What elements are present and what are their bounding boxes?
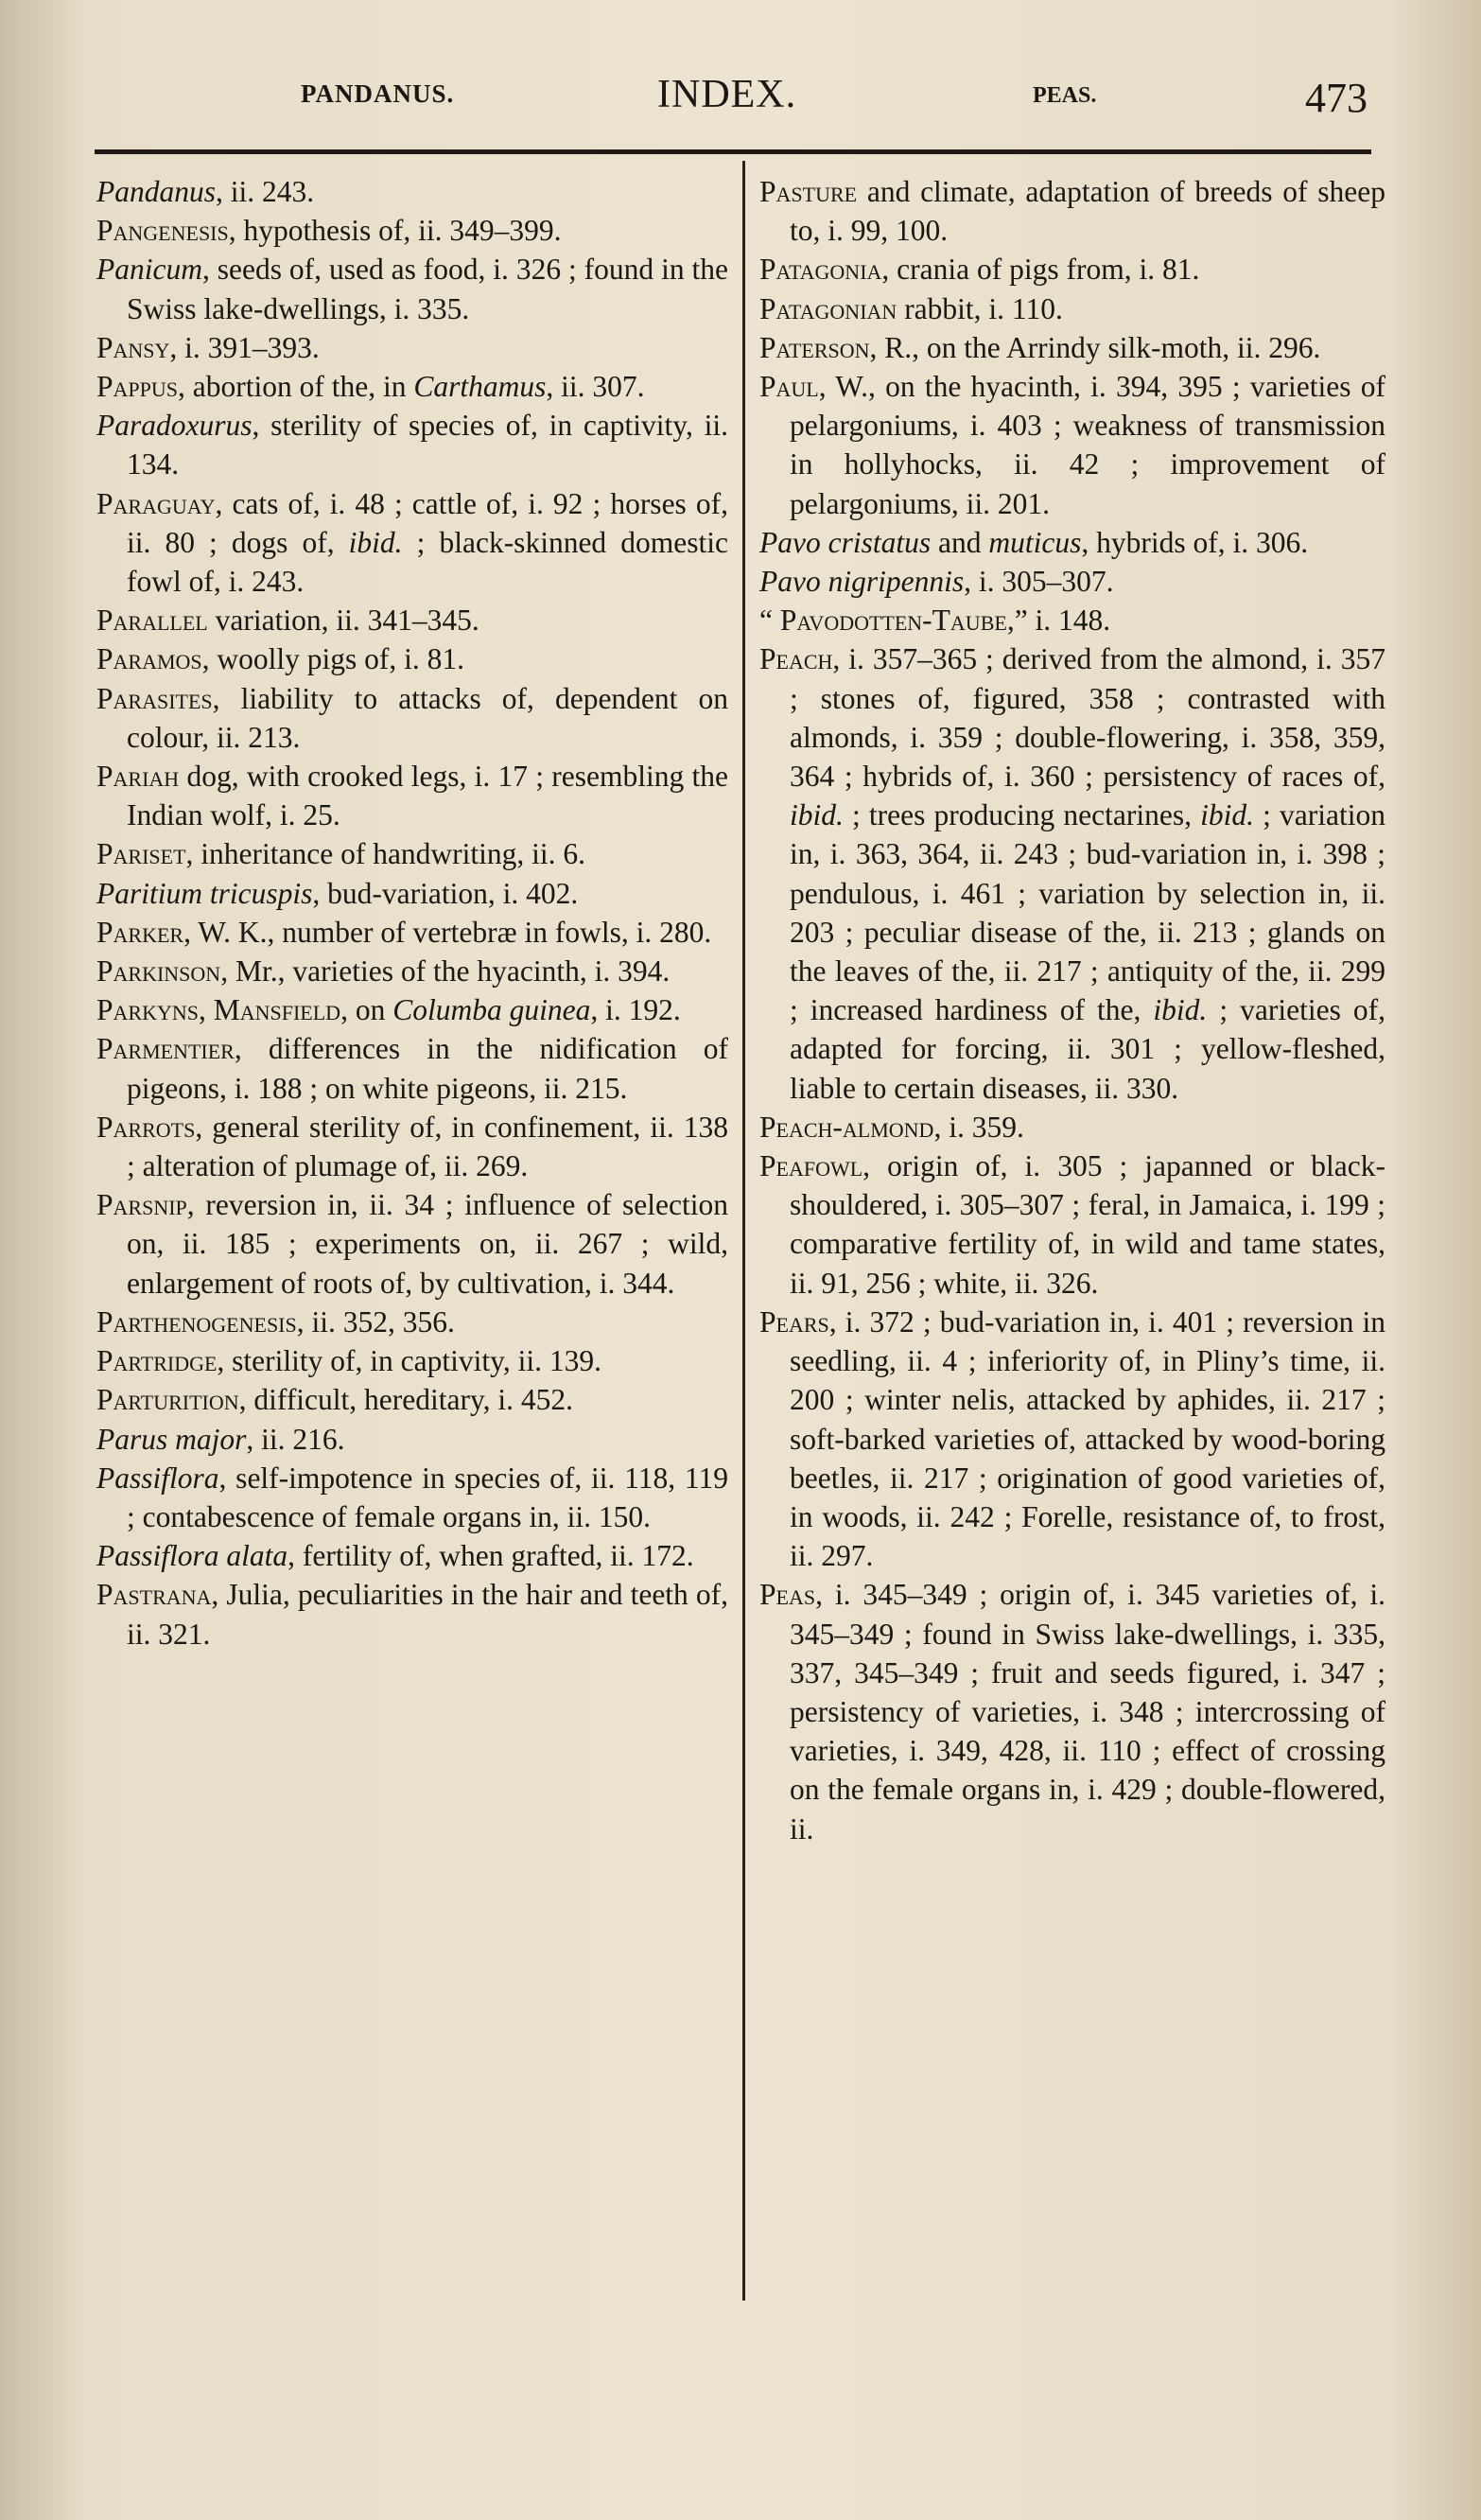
- index-entry: Passiflora alata, fertility of, when grafted, ii. 172.: [96, 1539, 694, 1573]
- index-entry: Patagonian rabbit, i. 110.: [759, 291, 1063, 325]
- index-entry: Parkinson, Mr., varieties of the hyacinth, i. 394.: [96, 954, 671, 989]
- index-entry: Paramos, woolly pigs of, i. 81.: [96, 642, 465, 676]
- column-divider: [742, 161, 745, 2301]
- index-entry: “ Pavodotten-Taube,” i. 148.: [759, 604, 1111, 638]
- header-rule: [95, 149, 1371, 154]
- index-entry: Pasture and climate, adaptation of breeds of sheep to, i. 99, 100.: [759, 175, 1385, 248]
- index-entry: Partridge, sterility of, in captivity, ii. 139.: [96, 1344, 601, 1378]
- index-entry: Parmentier, differences in the nidification of pigeons, i. 188 ; on white pigeons, ii. 215.: [96, 1032, 728, 1105]
- index-entry: Patagonia, crania of pigs from, i. 81.: [759, 253, 1200, 287]
- index-entry: Pariset, inheritance of handwriting, ii. 6.: [96, 837, 586, 871]
- index-entry: Paritium tricuspis, bud-variation, i. 402.: [96, 876, 579, 910]
- index-entry: Parrots, general sterility of, in confinement, ii. 138 ; alteration of plumage of, ii. 269.: [96, 1110, 728, 1183]
- index-entry: Parker, W. K., number of vertebræ in fowls, i. 280.: [96, 915, 712, 949]
- index-entry: Pangenesis, hypothesis of, ii. 349–399.: [96, 214, 562, 248]
- index-entry: Paterson, R., on the Arrindy silk-moth, ii. 296.: [759, 330, 1321, 364]
- index-entry: Panicum, seeds of, used as food, i. 326 ; found in the Swiss lake-dwellings, i. 335.: [96, 253, 728, 325]
- header-first-term: PANDANUS.: [301, 79, 455, 108]
- index-entry: Parus major, ii. 216.: [96, 1422, 345, 1456]
- index-entry: Pavo nigripennis, i. 305–307.: [759, 565, 1114, 599]
- index-entry: Peafowl, origin of, i. 305 ; japanned or black-shouldered, i. 305–307 ; feral, in Jamaica, i. 199 ; comparative fertility of, in wild and tame states, ii. 91, 256 ; white, ii. 326.: [759, 1149, 1385, 1300]
- index-entry: Pastrana, Julia, peculiarities in the hair and teeth of, ii. 321.: [96, 1578, 728, 1651]
- index-entry: Paraguay, cats of, i. 48 ; cattle of, i. 92 ; horses of, ii. 80 ; dogs of, ibid. ; black-skinned domestic fowl of, i. 243.: [96, 486, 728, 599]
- index-entry: Parkyns, Mansfield, on Columba guinea, i. 192.: [96, 993, 681, 1027]
- page-number: 473: [1305, 75, 1368, 121]
- index-entry: Peach, i. 357–365 ; derived from the almond, i. 357 ; stones of, figured, 358 ; contrasted with almonds, i. 359 ; double-flowering, i. 358, 359, 364 ; hybrids of, i. 360 ; persistency of races of, ibid. ; trees producing nectarines, ibid. ; variation in, i. 363, 364, ii. 243 ; bud-variation in, i. 398 ; pendulous, i. 461 ; variation by selection in, ii. 203 ; peculiar disease of the, ii. 213 ; glands on the leaves of the, ii. 217 ; antiquity of the, ii. 299 ; increased hardiness of the, ibid. ; varieties of, adapted for forcing, ii. 301 ; yellow-fleshed, liable to certain diseases, ii. 330.: [759, 642, 1385, 1105]
- index-entry: Parallel variation, ii. 341–345.: [96, 604, 479, 638]
- index-column-left: [96, 172, 728, 1654]
- index-entry: Pavo cristatus and muticus, hybrids of, i. 306.: [759, 525, 1309, 559]
- index-entry: Peas, i. 345–349 ; origin of, i. 345 varieties of, i. 345–349 ; found in Swiss lake-dwellings, i. 335, 337, 345–349 ; fruit and seeds figured, i. 347 ; persistency of varieties, i. 348 ; intercrossing of varieties, i. 349, 428, ii. 110 ; effect of crossing on the female organs in, i. 429 ; double-flowered, ii.: [759, 1578, 1385, 1846]
- running-header: [0, 66, 1481, 132]
- index-entry: Parthenogenesis, ii. 352, 356.: [96, 1304, 455, 1339]
- index-entry: Parturition, difficult, hereditary, i. 452.: [96, 1383, 574, 1417]
- header-last-term: PEAS.: [1033, 83, 1097, 108]
- header-title: INDEX.: [657, 73, 797, 116]
- index-column-right: [759, 172, 1385, 1848]
- index-entry: Passiflora, self-impotence in species of, ii. 118, 119 ; contabescence of female organs in, ii. 150.: [96, 1461, 728, 1533]
- index-entry: Parsnip, reversion in, ii. 34 ; influence of selection on, ii. 185 ; experiments on, ii. 267 ; wild, enlargement of roots of, by cultivation, i. 344.: [96, 1188, 728, 1300]
- index-entry: Peach-almond, i. 359.: [759, 1110, 1024, 1144]
- index-entry: Parasites, liability to attacks of, dependent on colour, ii. 213.: [96, 681, 728, 754]
- index-entry: Pappus, abortion of the, in Carthamus, ii. 307.: [96, 370, 645, 404]
- index-entry: Paul, W., on the hyacinth, i. 394, 395 ; varieties of pelargoniums, i. 403 ; weakness of transmission in hollyhocks, ii. 42 ; improvement of pelargoniums, ii. 201.: [759, 370, 1385, 520]
- index-entry: Paradoxurus, sterility of species of, in captivity, ii. 134.: [96, 409, 728, 481]
- index-entry: Pariah dog, with crooked legs, i. 17 ; resembling the Indian wolf, i. 25.: [96, 760, 728, 832]
- index-entry: Pansy, i. 391–393.: [96, 330, 320, 364]
- index-entry: Pears, i. 372 ; bud-variation in, i. 401 ; reversion in seedling, ii. 4 ; inferiority of, in Pliny’s time, ii. 200 ; winter nelis, attacked by aphides, ii. 217 ; soft-barked varieties of, attacked by wood-boring beetles, ii. 217 ; origination of good varieties of, in woods, ii. 242 ; Forelle, resistance of, to frost, ii. 297.: [759, 1304, 1385, 1573]
- index-entry: Pandanus, ii. 243.: [96, 175, 315, 208]
